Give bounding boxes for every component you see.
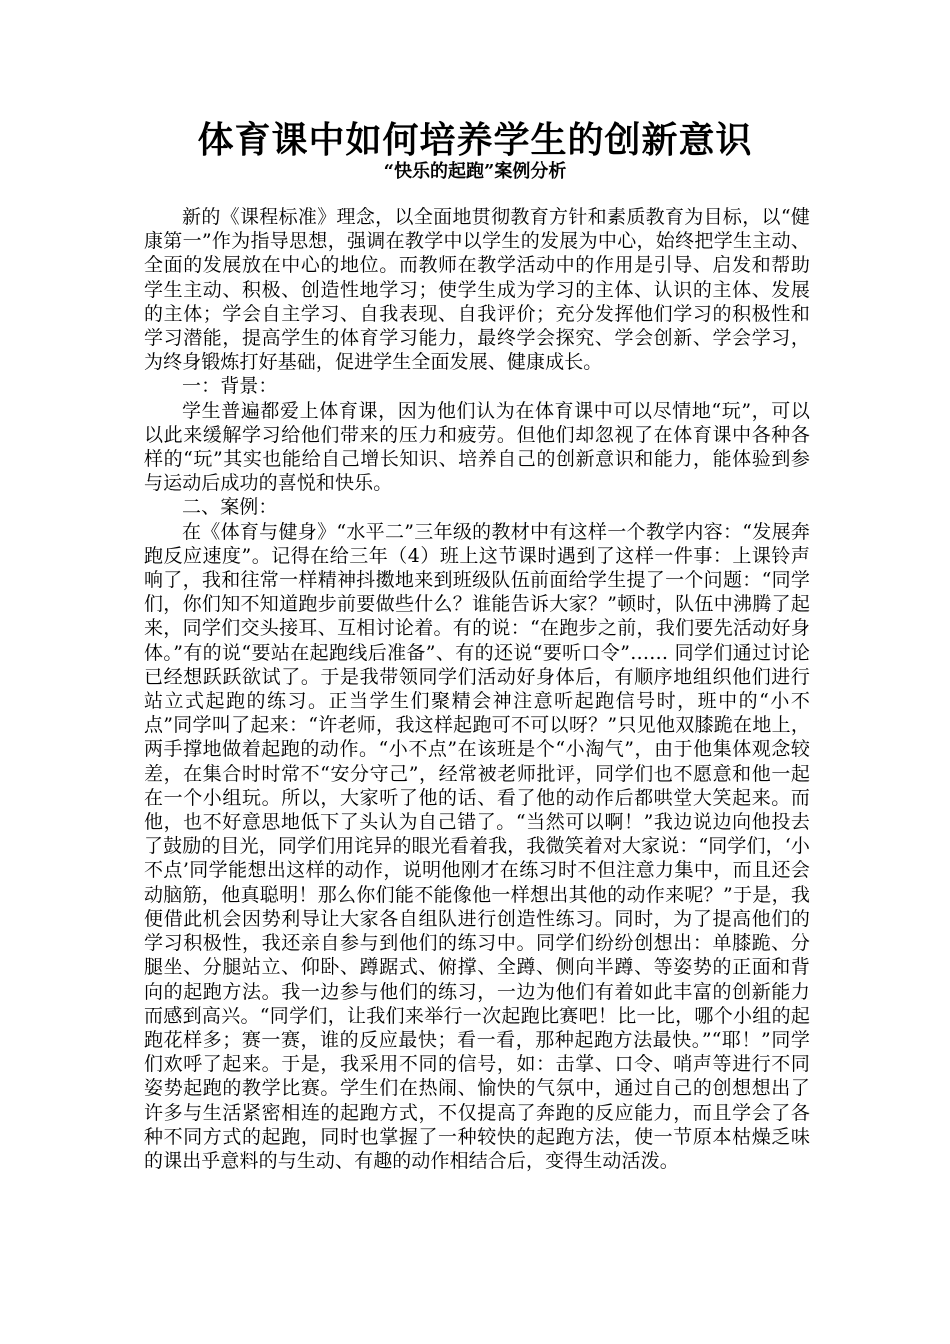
background-paragraph: 学生普遍都爱上体育课，因为他们认为在体育课中可以尽情地“玩”，可以以此来缓解学习给他们带来的压力和疲劳。但他们却忽视了在体育课中各种各样的“玩”其实也能给自己增长知识、培养自己的创新意识和能力，能体验到参与运动后成功的喜悦和快乐。: [144, 399, 810, 495]
intro-paragraph: 新的《课程标准》理念，以全面地贯彻教育方针和素质教育为目标，以“健康第一”作为指导思想，强调在教学中以学生的发展为中心，始终把学生主动、全面的发展放在中心的地位。而教师在教学活动中的作用是引导、启发和帮助学生主动、积极、创造性地学习；使学生成为学习的主体、认识的主体、发展的主体；学会自主学习、自我表现、自我评价；充分发挥他们学习的积极性和学习潜能，提高学生的体育学习能力，最终学会探究、学会创新、学会学习，为终身锻炼打好基础，促进学生全面发展、健康成长。: [144, 206, 810, 374]
document-body: [144, 205, 810, 1173]
document-subtitle: “快乐的起跑”案例分析: [383, 161, 567, 182]
section-heading-background: 一：背景：: [182, 375, 278, 398]
section-heading-case: 二、案例：: [182, 496, 278, 519]
case-paragraph: 在《体育与健身》“水平二”三年级的教材中有这样一个教学内容：“发展奔跑反应速度”。记得在给三年（4）班上这节课时遇到了这样一件事：上课铃声响了，我和往常一样精神抖擞地来到班级队伍前面给学生提了一个问题：“同学们，你们知不知道跑步前要做些什么？谁能告诉大家？”顿时，队伍中沸腾了起来，同学们交头接耳、互相讨论着。有的说：“在跑步之前，我们要先活动好身体。”有的说“要站在起跑线后准备”、有的还说“要听口令”…… 同学们通过讨论已经想跃跃欲试了。于是我带领同学们活动好身体后，有顺序地组织他们进行站立式起跑的练习。正当学生们聚精会神注意听起跑信号时，班中的“小不点”同学叫了起来：“许老师，我这样起跑可不可以呀？”只见他双膝跪在地上，两手撑地做着起跑的动作。“小不点”在该班是个“小淘气”，由于他集体观念较差，在集合时时常不“安分守己”，经常被老师批评，同学们也不愿意和他一起在一个小组玩。所以，大家听了他的话、看了他的动作后都哄堂大笑起来。而他，也不好意思地低下了头认为自己错了。“当然可以啊！”我边说边向他投去了鼓励的目光，同学们用诧异的眼光看着我，我微笑着对大家说：“同学们，‘小不点’同学能想出这样的动作，说明他刚才在练习时不但注意力集中，而且还会动脑筋，他真聪明！那么你们能不能像他一样想出其他的动作来呢？”于是，我便借此机会因势利导让大家各自组队进行创造性练习。同时，为了提高他们的学习积极性，我还亲自参与到他们的练习中。同学们纷纷创想出：单膝跪、分腿坐、分腿站立、仰卧、蹲踞式、俯撑、全蹲、侧向半蹲、等姿势的正面和背向的起跑方法。我一边参与他们的练习，一边为他们有着如此丰富的创新能力而感到高兴。“同学们，让我们来举行一次起跑比赛吧！比一比，哪个小组的起跑花样多；赛一赛，谁的反应最快；看一看，那种起跑方法最快。”“耶！”同学们欢呼了起来。于是，我采用不同的信号，如：击掌、口令、哨声等进行不同姿势起跑的教学比赛。学生们在热闹、愉快的气氛中，通过自己的创想想出了许多与生活紧密相连的起跑方式，不仅提高了奔跑的反应能力，而且学会了各种不同方式的起跑，同时也掌握了一种较快的起跑方法，使一节原本枯燥乏味的课出乎意料的与生动、有趣的动作相结合后，变得生动活泼。: [144, 520, 810, 1172]
document-title: 体育课中如何培养学生的创新意识: [197, 119, 753, 161]
